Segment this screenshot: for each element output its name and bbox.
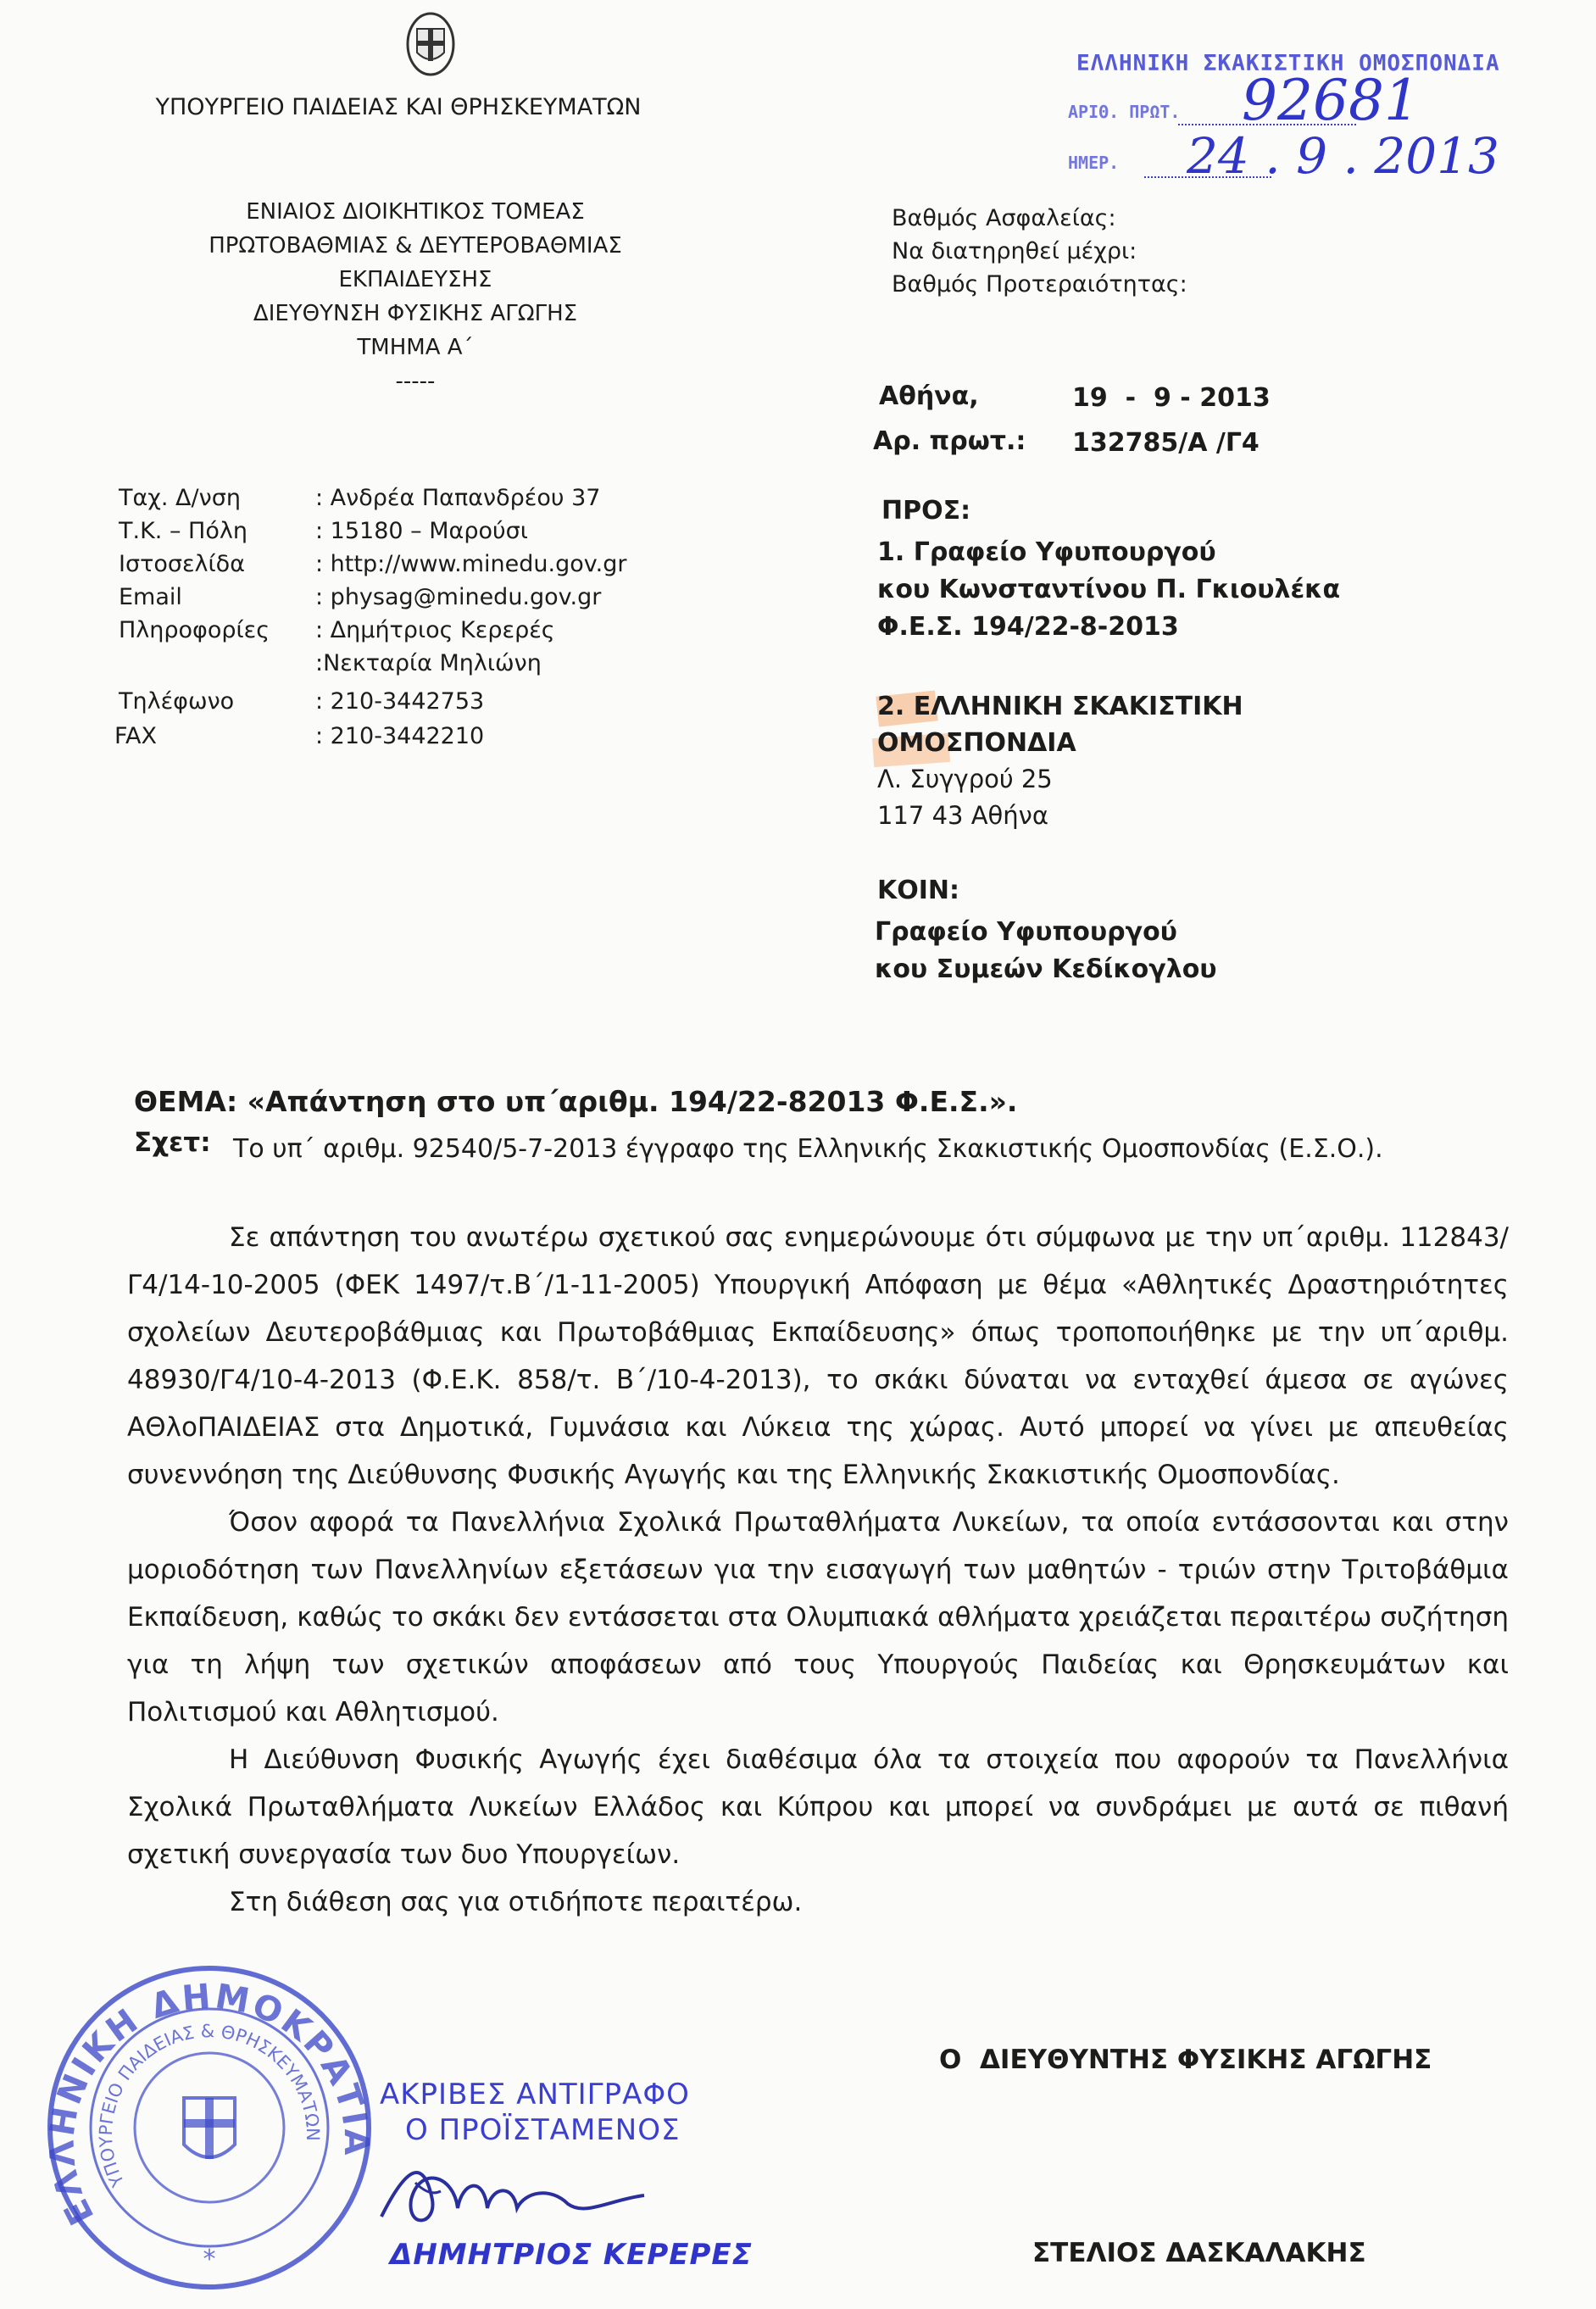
koin-recipient bbox=[875, 914, 1217, 988]
security-line: Να διατηρηθεί μέχρι: bbox=[892, 238, 1137, 264]
contact-label: Πληροφορίες bbox=[119, 617, 270, 643]
contact-label: Τ.Κ. – Πόλη bbox=[119, 518, 247, 544]
department-block bbox=[170, 195, 661, 398]
official-seal bbox=[44, 1962, 375, 2293]
copy-stamp bbox=[380, 2077, 690, 2148]
signer-title: Ο ΔΙΕΥΘΥΝΤΗΣ ΦΥΣΙΚΗΣ ΑΓΩΓΗΣ bbox=[939, 2045, 1432, 2075]
reference-text: Το υπ΄ αριθμ. 92540/5-7-2013 έγγραφο της Ελληνικής Σκακιστικής Ομοσπονδίας (Ε.Σ.Ο.). bbox=[233, 1134, 1383, 1164]
recipient-line: κου Κωνσταντίνου Π. Γκιουλέκα bbox=[877, 575, 1341, 604]
security-line: Βαθμός Ασφαλείας: bbox=[892, 205, 1116, 231]
registry-stamp-date-label: ΗΜΕΡ. bbox=[1068, 153, 1120, 173]
contact-value: : 15180 – Μαρούσι bbox=[315, 518, 528, 544]
coat-of-arms-icon bbox=[405, 10, 456, 78]
recipient-1 bbox=[877, 534, 1340, 646]
contact-value: : 210-3442210 bbox=[315, 723, 485, 749]
body-paragraph: Σε απάντηση του ανωτέρω σχετικού σας ενημερώνουμε ότι σύμφωνα με την υπ΄αριθμ. 112843/Γ4/14-10-2005 (ΦΕΚ 1497/τ.Β΄/1-11-2005) Υπουργική Απόφαση με θέμα «Αθλητικές Δραστηριότητες σχολείων Δευτεροβάθμιας και Πρωτοβάθμιας Εκπαίδευσης» όπως τροποποιήθηκε με την υπ΄αριθμ. 48930/Γ4/10-4-2013 (Φ.Ε.Κ. 858/τ. Β΄/10-4-2013), το σκάκι δύναται να ενταχθεί άμεσα σε αγώνες ΑΘλοΠΑΙΔΕΙΑΣ στα Δημοτικά, Γυμνάσια και Λύκεια της χώρας. Αυτό μπορεί να γίνει με απευθείας συνεννόηση της Διεύθυνσης Φυσικής Αγωγής και της Ελληνικής Σκακιστικής Ομοσπονδίας. bbox=[127, 1222, 1509, 1490]
contact-value: : Ανδρέα Παπανδρέου 37 bbox=[315, 485, 601, 511]
svg-text:*: * bbox=[203, 2245, 216, 2274]
copy-stamp-line: Ο ΠΡΟΪΣΤΑΜΕΝΟΣ bbox=[405, 2113, 681, 2147]
recipient-2 bbox=[877, 688, 1243, 834]
department-line: ΤΜΗΜΑ Α΄ bbox=[357, 335, 474, 360]
department-line: ----- bbox=[395, 369, 436, 394]
subject-line: ΘΕΜΑ: «Απάντηση στο υπ΄αριθμ. 194/22-82013 Φ.Ε.Σ.». bbox=[134, 1085, 1018, 1118]
seal-inner-text: ΥΠΟΥΡΓΕΙΟ ΠΑΙΔΕΙΑΣ & ΘΡΗΣΚΕΥΜΑΤΩΝ bbox=[95, 2021, 324, 2190]
signer-name: ΣΤΕΛΙΟΣ ΔΑΣΚΑΛΑΚΗΣ bbox=[1032, 2238, 1366, 2268]
koin-line: Γραφείο Υφυπουργού bbox=[875, 917, 1177, 947]
to-label: ΠΡΟΣ: bbox=[881, 496, 971, 526]
registry-stamp-org: ΕΛΛΗΝΙΚΗ ΣΚΑΚΙΣΤΙΚΗ ΟΜΟΣΠΟΝΔΙΑ bbox=[1076, 51, 1500, 76]
security-block bbox=[892, 202, 1187, 301]
handwritten-signature bbox=[373, 2149, 653, 2242]
department-line: ΠΡΩΤΟΒΑΘΜΙΑΣ & ΔΕΥΤΕΡΟΒΑΘΜΙΑΣ bbox=[209, 233, 622, 259]
seal-outer-text: ΕΛΛΗΝΙΚΗ ΔΗΜΟΚΡΑΤΙΑ bbox=[44, 1977, 375, 2231]
contact-label: FAX bbox=[114, 723, 158, 749]
recipient-line: ΟΜΟΣΠΟΝΔΙΑ bbox=[877, 728, 1076, 758]
koin-line: κου Συμεών Κεδίκογλου bbox=[875, 954, 1217, 984]
body-paragraph: Όσον αφορά τα Πανελλήνια Σχολικά Πρωταθλήματα Λυκείων, τα οποία εντάσσονται και στην μοριοδότηση των Πανελληνίων εξετάσεων για την εισαγωγή των μαθητών - τριών στην Τριτοβάθμια Εκπαίδευση, καθώς το σκάκι δεν εντάσσεται στα Ολυμπιακά αθλήματα χρειάζεται περαιτέρω συζήτηση για τη λήψη των σχετικών αποφάσεων από τους Υπουργούς Παιδείας και Θρησκευμάτων και Πολιτισμού και Αθλητισμού. bbox=[127, 1507, 1509, 1728]
security-line: Βαθμός Προτεραιότητας: bbox=[892, 271, 1187, 298]
contact-label: Ιστοσελίδα bbox=[119, 551, 245, 577]
department-line: ΕΚΠΑΙΔΕΥΣΗΣ bbox=[338, 267, 492, 292]
registry-number-handwritten: 92681 bbox=[1242, 68, 1420, 133]
contact-value: : physag@minedu.gov.gr bbox=[315, 584, 602, 610]
contact-label: Τηλέφωνο bbox=[119, 688, 235, 715]
contact-value: : Δημήτριος Κερερές bbox=[315, 617, 555, 643]
department-line: ΔΙΕΥΘΥΝΣΗ ΦΥΣΙΚΗΣ ΑΓΩΓΗΣ bbox=[253, 301, 578, 326]
ministry-name: ΥΠΟΥΡΓΕΙΟ ΠΑΙΔΕΙΑΣ ΚΑΙ ΘΡΗΣΚΕΥΜΑΤΩΝ bbox=[155, 94, 642, 120]
registry-stamp-number-label: ΑΡΙΘ. ΠΡΩΤ. bbox=[1068, 102, 1181, 122]
recipient-line: 2. ΕΛΛΗΝΙΚΗ ΣΚΑΚΙΣΤΙΚΗ bbox=[877, 692, 1243, 721]
document-date: 19 - 9 - 2013 bbox=[1072, 383, 1271, 413]
copy-signer-name: ΔΗΜΗΤΡΙΟΣ ΚΕΡΕΡΕΣ bbox=[390, 2238, 753, 2272]
body-paragraph: Η Διεύθυνση Φυσικής Αγωγής έχει διαθέσιμα όλα τα στοιχεία που αφορούν τα Πανελλήνια Σχολικά Πρωταθλήματα Λυκείων Ελλάδος και Κύπρου και μπορεί να συνδράμει με αυτά σε πιθανή σχετική συνεργασία των δυο Υπουργείων. bbox=[127, 1744, 1509, 1870]
contact-label: Ταχ. Δ/νση bbox=[119, 485, 241, 511]
place-label: Αθήνα, bbox=[879, 381, 979, 411]
recipient-line: Λ. Συγγρού 25 bbox=[877, 765, 1053, 793]
protocol-number: 132785/Α /Γ4 bbox=[1072, 428, 1260, 458]
letter-body bbox=[127, 1214, 1509, 1926]
copy-stamp-line: ΑΚΡΙΒΕΣ ΑΝΤΙΓΡΑΦΟ bbox=[380, 2078, 690, 2111]
recipient-line: 1. Γραφείο Υφυπουργού bbox=[877, 537, 1216, 567]
recipient-line: 117 43 Αθήνα bbox=[877, 801, 1048, 830]
koin-label: ΚΟΙΝ: bbox=[877, 876, 960, 905]
department-line: ΕΝΙΑΙΟΣ ΔΙΟΙΚΗΤΙΚΟΣ ΤΟΜΕΑΣ bbox=[246, 199, 585, 225]
protocol-label: Αρ. πρωτ.: bbox=[873, 426, 1026, 456]
contact-label: Email bbox=[119, 584, 182, 610]
contact-value: : http://www.minedu.gov.gr bbox=[315, 551, 627, 577]
recipient-line: Φ.Ε.Σ. 194/22-8-2013 bbox=[877, 612, 1179, 642]
reference-label: Σχετ: bbox=[134, 1127, 211, 1158]
registry-date-handwritten: 24 . 9 . 2013 bbox=[1187, 127, 1499, 185]
body-paragraph: Στη διάθεση σας για οτιδήποτε περαιτέρω. bbox=[229, 1887, 803, 1917]
contact-value: : 210-3442753 bbox=[315, 688, 485, 715]
registry-stamp bbox=[1059, 42, 1500, 185]
contact-value: :Νεκταρία Μηλιώνη bbox=[315, 650, 542, 676]
